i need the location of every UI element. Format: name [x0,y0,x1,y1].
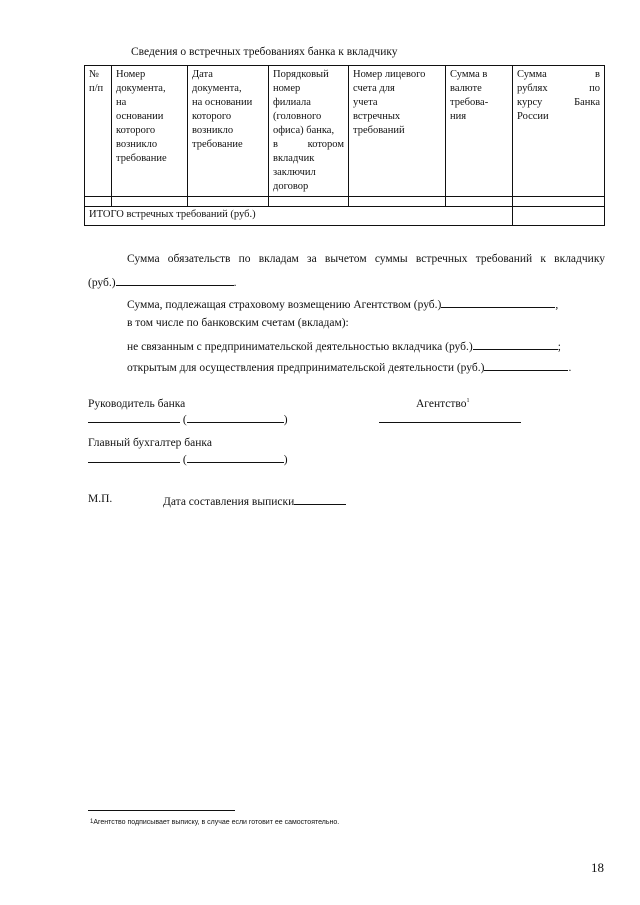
header-col-branch-number [269,66,349,197]
footnote-text: Агентство подписывает выписку, в случае если готовит ее самостоятельно. [93,819,340,826]
rub-label: (руб.) [88,277,116,289]
header-col-account-number [349,66,446,197]
header-line: номер [273,83,301,94]
header-line: документа, [192,83,242,94]
end-punct: . [568,362,572,374]
header-line: требований [353,125,405,136]
header-col-doc-number [112,66,188,197]
header-line: которого [116,125,156,136]
header-line: требование [192,139,243,150]
table-cell [269,197,349,207]
non-business-label: не связанным с предпринимательской деятельностью вкладчика (руб.) [127,341,473,353]
stamp-place: М.П. [88,493,113,505]
header-line: счета для [353,83,395,94]
table-cell [188,197,269,207]
header-line: валюте [450,83,482,94]
agency-label [416,398,470,410]
footnote-divider [88,810,235,811]
para-insurance-sum [127,296,558,311]
amount-line [441,296,555,308]
header-col-number [85,66,112,197]
header-line: Номер [116,69,146,80]
page-number: 18 [591,860,604,875]
header-line: в котором [273,139,344,150]
col5-lines [353,68,441,138]
header-line: № [89,69,100,80]
end-punct: . [233,277,237,289]
paren-close: ) [283,454,288,466]
paren-open: ( [182,414,187,426]
total-value [513,207,605,226]
header-col-sum-currency [446,66,513,197]
signature-line [88,411,180,423]
header-line: офиса) банка, [273,125,335,136]
header-line: на [116,97,127,108]
col1-lines [89,68,107,96]
end-punct: ; [557,341,561,353]
header-col-doc-date [188,66,269,197]
footnote [90,819,339,826]
col3-lines [192,68,264,152]
header-line: п/п [89,83,104,94]
header-line: (головного [273,111,322,122]
header-line: заключил [273,167,316,178]
total-label: ИТОГО встречных требований (руб.) [85,207,513,226]
table-title: Сведения о встречных требованиях банка к вкладчику [131,46,398,58]
header-line: требование [116,153,167,164]
date-line [294,493,346,505]
header-line: ния [450,111,467,122]
bank-head-signature [88,411,288,426]
header-line: вкладчик [273,153,315,164]
amount-line [473,338,558,350]
para-non-business [127,338,561,353]
col6-lines [450,68,508,124]
header-line: встречных [353,111,401,122]
accountant-signature [88,451,288,466]
paren-close: ) [283,414,288,426]
table-cell [513,197,605,207]
table-header-row [85,66,605,197]
header-col-sum-rubles [513,66,605,197]
header-line: учета [353,97,378,108]
header-line: требова- [450,97,489,108]
header-line: документа, [116,83,166,94]
table-total-row [85,207,605,226]
name-line [187,451,284,463]
footnote-mark: 1 [90,819,94,825]
paren-open: ( [182,454,187,466]
accountant-label: Главный бухгалтер банка [88,437,212,449]
table-empty-row [85,197,605,207]
header-line: России [517,111,549,122]
para-net-liabilities: Сумма обязательств по вкладам за вычетом суммы встречных требований к вкладчику [127,253,605,265]
col4-lines [273,68,344,194]
header-line: Сумма в [450,69,488,80]
header-line: которого [192,111,232,122]
header-line: Номер лицевого [353,69,426,80]
amount-line [484,359,568,371]
header-line: возникло [192,125,234,136]
col2-lines [116,68,183,166]
para-net-liabilities-cont [88,274,236,289]
header-line: возникло [116,139,158,150]
para-bank-accounts: в том числе по банковским счетам (вкладам): [127,317,349,329]
amount-line [116,274,234,286]
header-line: договор [273,181,309,192]
agency-text: Агентство [416,398,467,410]
end-punct: , [555,299,559,311]
header-line: курсу Банка [517,97,600,108]
header-line: основании [116,111,164,122]
col7-lines [517,68,600,124]
header-line: Сумма в [517,69,600,80]
table-cell [446,197,513,207]
header-line: Дата [192,69,213,80]
table-cell [85,197,112,207]
statement-date [163,493,346,508]
footnote-ref: 1 [466,398,470,404]
bank-head-label: Руководитель банка [88,398,186,410]
signature-line [88,451,180,463]
para-business [127,359,571,374]
header-line: Порядковый [273,69,329,80]
business-label: открытым для осуществления предпринимательской деятельности (руб.) [127,362,485,374]
insurance-label: Сумма, подлежащая страховому возмещению Агентством (руб.) [127,299,442,311]
header-line: филиала [273,97,311,108]
header-line: на основании [192,97,253,108]
header-line: рублях по [517,83,600,94]
agency-signature-line [379,411,521,423]
counter-claims-table [84,65,605,226]
table-cell [349,197,446,207]
name-line [187,411,284,423]
date-label: Дата составления выписки [163,496,295,508]
table-cell [112,197,188,207]
